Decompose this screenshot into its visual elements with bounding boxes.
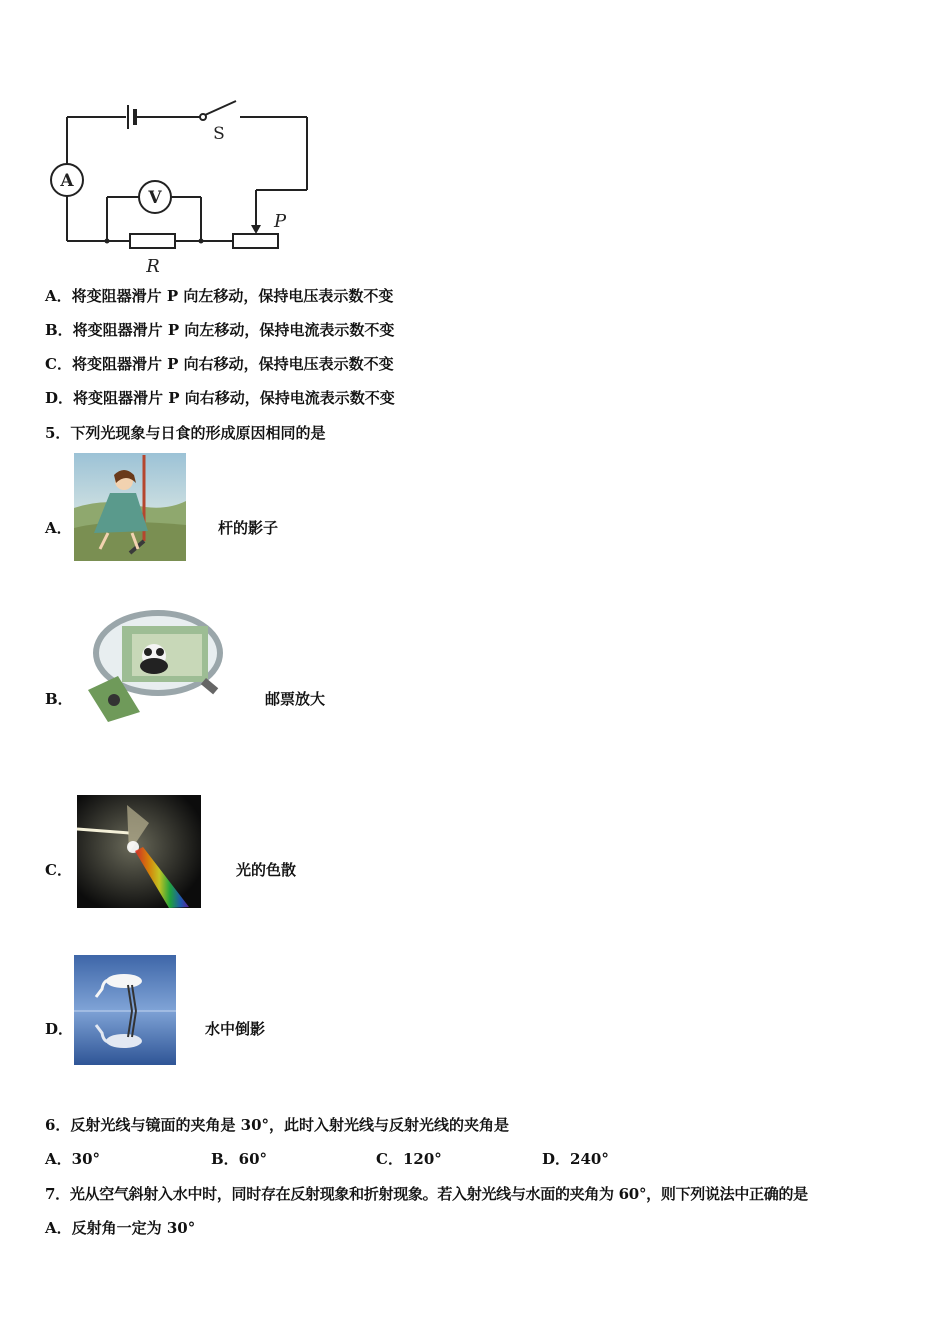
ammeter-label: A (60, 171, 74, 191)
voltmeter-label: V (148, 188, 162, 208)
prism-dispersion-photo (77, 795, 201, 908)
q4-option-d: D．将变阻器滑片 P 向右移动，保持电流表示数不变 (45, 389, 395, 407)
q5-option-d-caption: 水中倒影 (205, 1020, 266, 1038)
shadow-illustration (74, 453, 186, 561)
q5-option-c-caption: 光的色散 (236, 861, 297, 879)
slider-label: P (274, 211, 287, 232)
water-reflection-photo (74, 955, 176, 1065)
switch-label: S (213, 124, 225, 144)
q6-stem: 6．反射光线与镜面的夹角是 30°，此时入射光线与反射光线的夹角是 (45, 1116, 510, 1134)
rheostat (233, 234, 278, 248)
q6-option-a: A．30° (45, 1150, 101, 1168)
q4-option-c: C．将变阻器滑片 P 向右移动，保持电压表示数不变 (45, 355, 394, 373)
slider-arrow (251, 225, 261, 234)
q5-option-c-letter: C． (45, 861, 72, 879)
q5-stem: 5．下列光现象与日食的形成原因相同的是 (45, 424, 326, 442)
q6-option-b: B．60° (211, 1150, 268, 1168)
resistor (130, 234, 175, 248)
q6-option-d: D．240° (542, 1150, 609, 1168)
q5-option-d-letter: D． (45, 1020, 74, 1038)
q5-option-a-letter: A． (45, 519, 72, 537)
q5-option-b-caption: 邮票放大 (265, 690, 326, 708)
resistor-label: R (146, 256, 160, 277)
circuit-diagram (40, 95, 330, 280)
q6-option-c: C．120° (376, 1150, 442, 1168)
q5-option-b-letter: B． (45, 690, 73, 708)
q7-option-a: A．反射角一定为 30° (45, 1219, 196, 1237)
q4-option-b: B．将变阻器滑片 P 向左移动，保持电流表示数不变 (45, 321, 395, 339)
magnifier-stamp-illustration (78, 608, 228, 726)
q4-option-a: A．将变阻器滑片 P 向左移动，保持电压表示数不变 (45, 287, 394, 305)
q7-stem: 7．光从空气斜射入水中时，同时存在反射现象和折射现象。若入射光线与水面的夹角为 60°，则下列说法中正确的是 (45, 1185, 808, 1203)
q5-option-a-caption: 杆的影子 (218, 519, 279, 537)
